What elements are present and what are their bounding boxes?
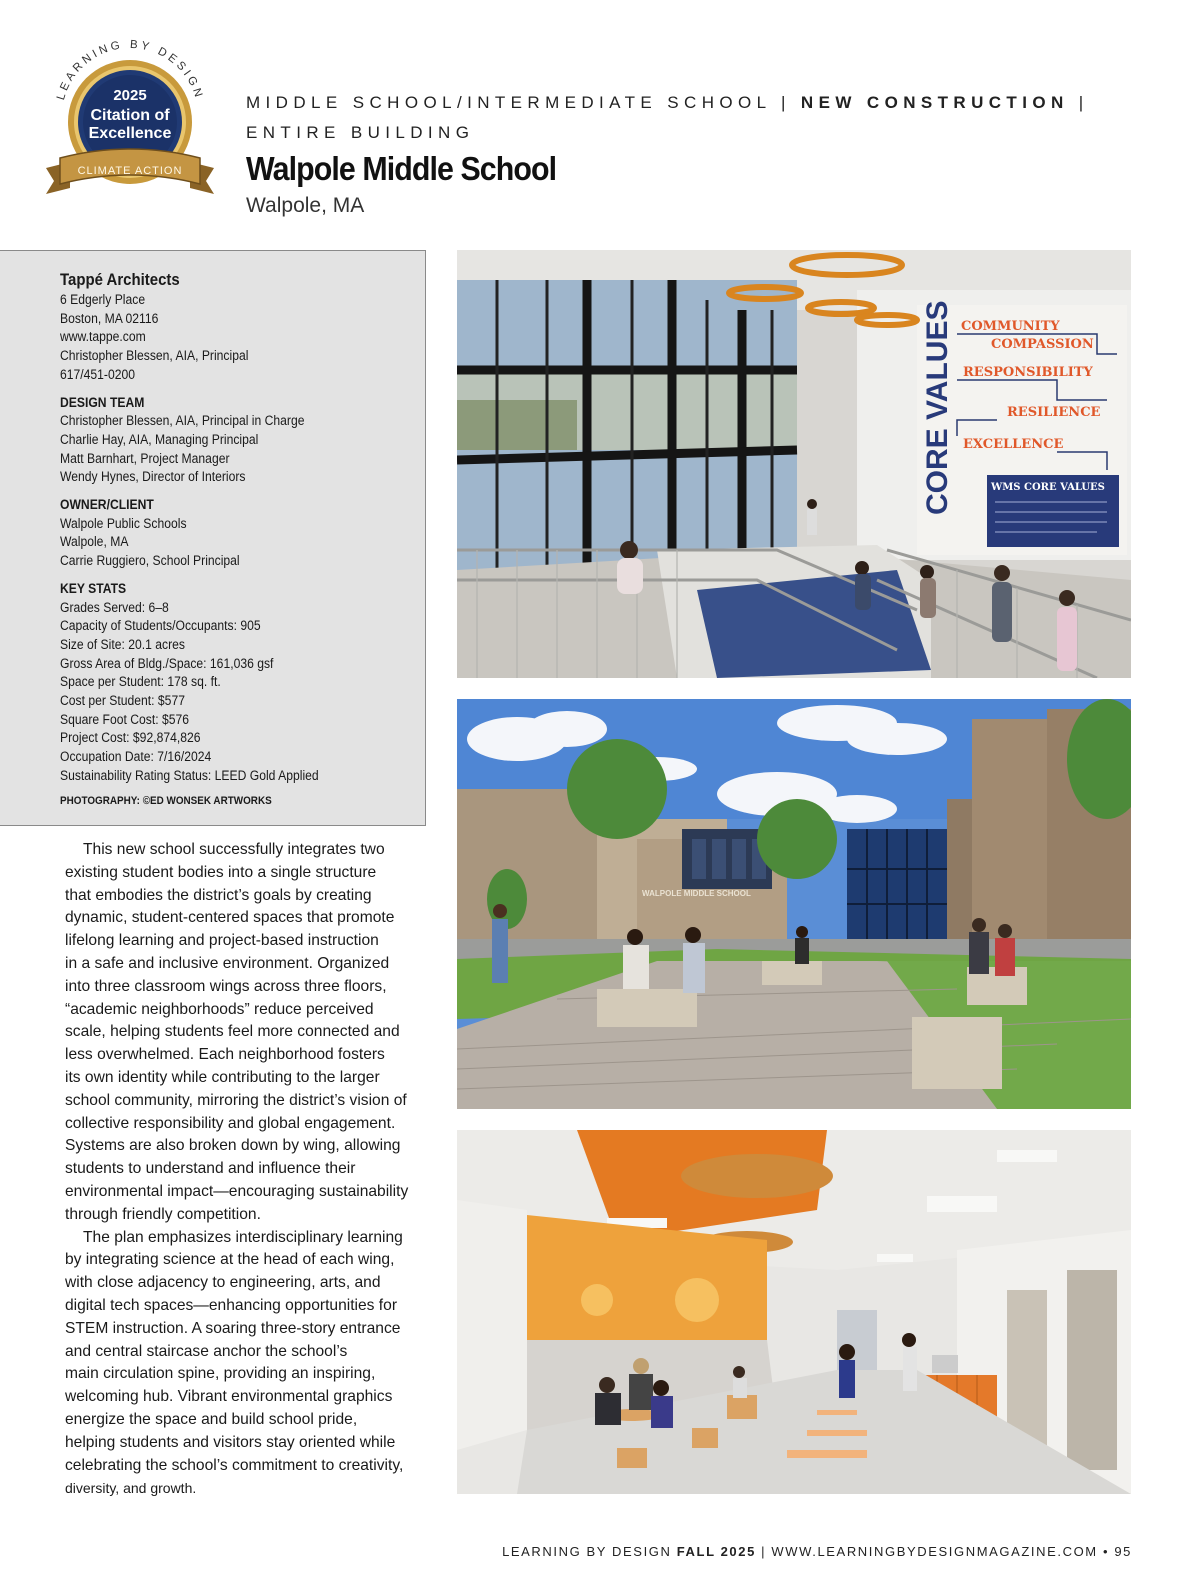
location-subtitle: Walpole, MA [246,194,365,217]
text-line: school community, mirroring the district’s vision of [65,1091,407,1109]
firm-details [60,291,425,385]
design-team-heading: DESIGN TEAM [60,394,145,410]
text-line: lifelong learning and project-based instruction [65,932,379,950]
stat-line: Capacity of Students/Occupants: 905 [60,618,261,634]
text-line: scale, helping students feel more connected and [65,1023,400,1041]
stat-line: Occupation Date: 7/16/2024 [60,749,212,765]
text-line: digital tech spaces—enhancing opportunities for [65,1296,398,1314]
award-badge [40,36,220,212]
text-line: into three classroom wings across three floors, [65,977,387,995]
category-bold: NEW CONSTRUCTION [800,93,1069,112]
stat-line: Grades Served: 6–8 [60,599,169,615]
badge-ribbon-text: CLIMATE ACTION [77,165,183,177]
text-line: This new school successfully integrates two [83,841,385,858]
stat-line: Cost per Student: $577 [60,693,185,709]
key-stats-heading: KEY STATS [60,580,127,596]
category-line-2: ENTIRE BUILDING [246,123,475,142]
category-line-1 [246,88,1166,118]
text-line: students to understand and influence their [65,1160,356,1178]
mural-title: CORE VALUES [921,300,954,515]
text-line: through friendly competition. [65,1205,261,1223]
footer-issue: FALL 2025 [676,1544,756,1559]
text-line: The plan emphasizes interdisciplinary learning [83,1228,403,1246]
text-line: existing student bodies into a single structure [65,863,377,881]
owner-list [60,515,425,571]
key-stats-list [60,599,425,786]
category-light: MIDDLE SCHOOL/INTERMEDIATE SCHOOL | [246,93,791,112]
firm-name: Tappé Architects [60,270,180,289]
firm-city-line: Boston, MA 02116 [60,310,159,326]
owner-line: Walpole Public Schools [60,515,187,531]
text-line: with close adjacency to engineering, arts, and [65,1274,381,1292]
stat-line: Project Cost: $92,874,826 [60,730,201,746]
owner-line: Carrie Ruggiero, School Principal [60,553,240,569]
text-line: helping students and visitors stay oriented while [65,1433,396,1451]
footer-magazine: LEARNING BY DESIGN [502,1544,672,1559]
mural-value-excellence: EXCELLENCE [963,437,1064,452]
text-line: less overwhelmed. Each neighborhood fosters [65,1046,385,1064]
category-label [246,88,1166,148]
photo-credit: PHOTOGRAPHY: ©ED WONSEK ARTWORKS [60,794,272,807]
text-line: energize the space and build school pride, [65,1410,358,1428]
text-line: collective responsibility and global engagement. [65,1114,396,1132]
building-sign: WALPOLE MIDDLE SCHOOL [642,889,751,898]
badge-arc-text: LEARNING BY DESIGN [54,38,206,102]
badge-year: 2025 [113,87,147,104]
owner-line: Walpole, MA [60,534,129,550]
design-team-list [60,412,425,487]
stat-line: Space per Student: 178 sq. ft. [60,674,221,690]
design-team-member: Christopher Blessen, AIA, Principal in Charge [60,413,305,429]
page-number: 95 [1114,1544,1132,1559]
firm-phone: 617/451-0200 [60,366,135,382]
text-line: dynamic, student-centered spaces that promote [65,909,395,927]
mural-value-responsibility: RESPONSIBILITY [963,365,1093,380]
text-line: diversity, and growth. [65,1480,197,1497]
article-body [65,839,433,1500]
text-line: main circulation spine, providing an inspiring, [65,1365,376,1383]
stat-line: Size of Site: 20.1 acres [60,636,185,652]
photo-staircase-atrium [457,250,1131,678]
text-line: “academic neighborhoods” reduce perceived [65,1000,374,1018]
photo-exterior-plaza [457,699,1131,1109]
stat-line: Sustainability Rating Status: LEED Gold Applied [60,767,319,783]
badge-line2: Excellence [88,125,172,142]
stat-line: Gross Area of Bldg./Space: 161,036 gsf [60,655,274,671]
mural-value-compassion: COMPASSION [991,337,1094,352]
page-footer [502,1544,1132,1559]
paragraph-1 [65,839,433,1227]
photo-corridor [457,1130,1131,1494]
text-line: STEM instruction. A soaring three-story entrance [65,1319,401,1337]
text-line: and central staircase anchor the school’s [65,1342,348,1360]
category-tail: | [1078,93,1089,112]
stat-line: Square Foot Cost: $576 [60,711,190,727]
text-line: its own identity while contributing to the larger [65,1068,380,1086]
design-team-member: Charlie Hay, AIA, Managing Principal [60,431,259,447]
footer-url[interactable]: WWW.LEARNINGBYDESIGNMAGAZINE.COM [771,1544,1098,1559]
design-team-member: Matt Barnhart, Project Manager [60,450,230,466]
page-title: Walpole Middle School [246,150,557,187]
mural-value-community: COMMUNITY [961,319,1060,334]
mural-panel-title: WMS CORE VALUES [991,482,1105,493]
text-line: environmental impact—encouraging sustainability [65,1182,409,1200]
citation-seal [40,36,220,212]
text-line: celebrating the school’s commitment to creativity, [65,1456,404,1474]
text-line: Systems are also broken down by wing, allowing [65,1137,401,1155]
paragraph-2 [65,1227,433,1501]
firm-address-line: 6 Edgerly Place [60,292,146,307]
firm-website: www.tappe.com [60,329,146,345]
footer-separator: | [761,1544,767,1559]
text-line: welcoming hub. Vibrant environmental graphics [65,1388,393,1406]
firm-contact: Christopher Blessen, AIA, Principal [60,348,249,364]
text-line: in a safe and inclusive environment. Organized [65,954,390,972]
project-info-box [0,250,426,826]
text-line: by integrating science at the head of each wing, [65,1251,395,1269]
text-line: that embodies the district’s goals by creating [65,886,372,904]
mural-value-resilience: RESILIENCE [1007,405,1101,420]
design-team-member: Wendy Hynes, Director of Interiors [60,469,246,485]
footer-bullet: • [1102,1544,1110,1559]
badge-line1: Citation of [90,107,170,124]
owner-heading: OWNER/CLIENT [60,497,154,513]
